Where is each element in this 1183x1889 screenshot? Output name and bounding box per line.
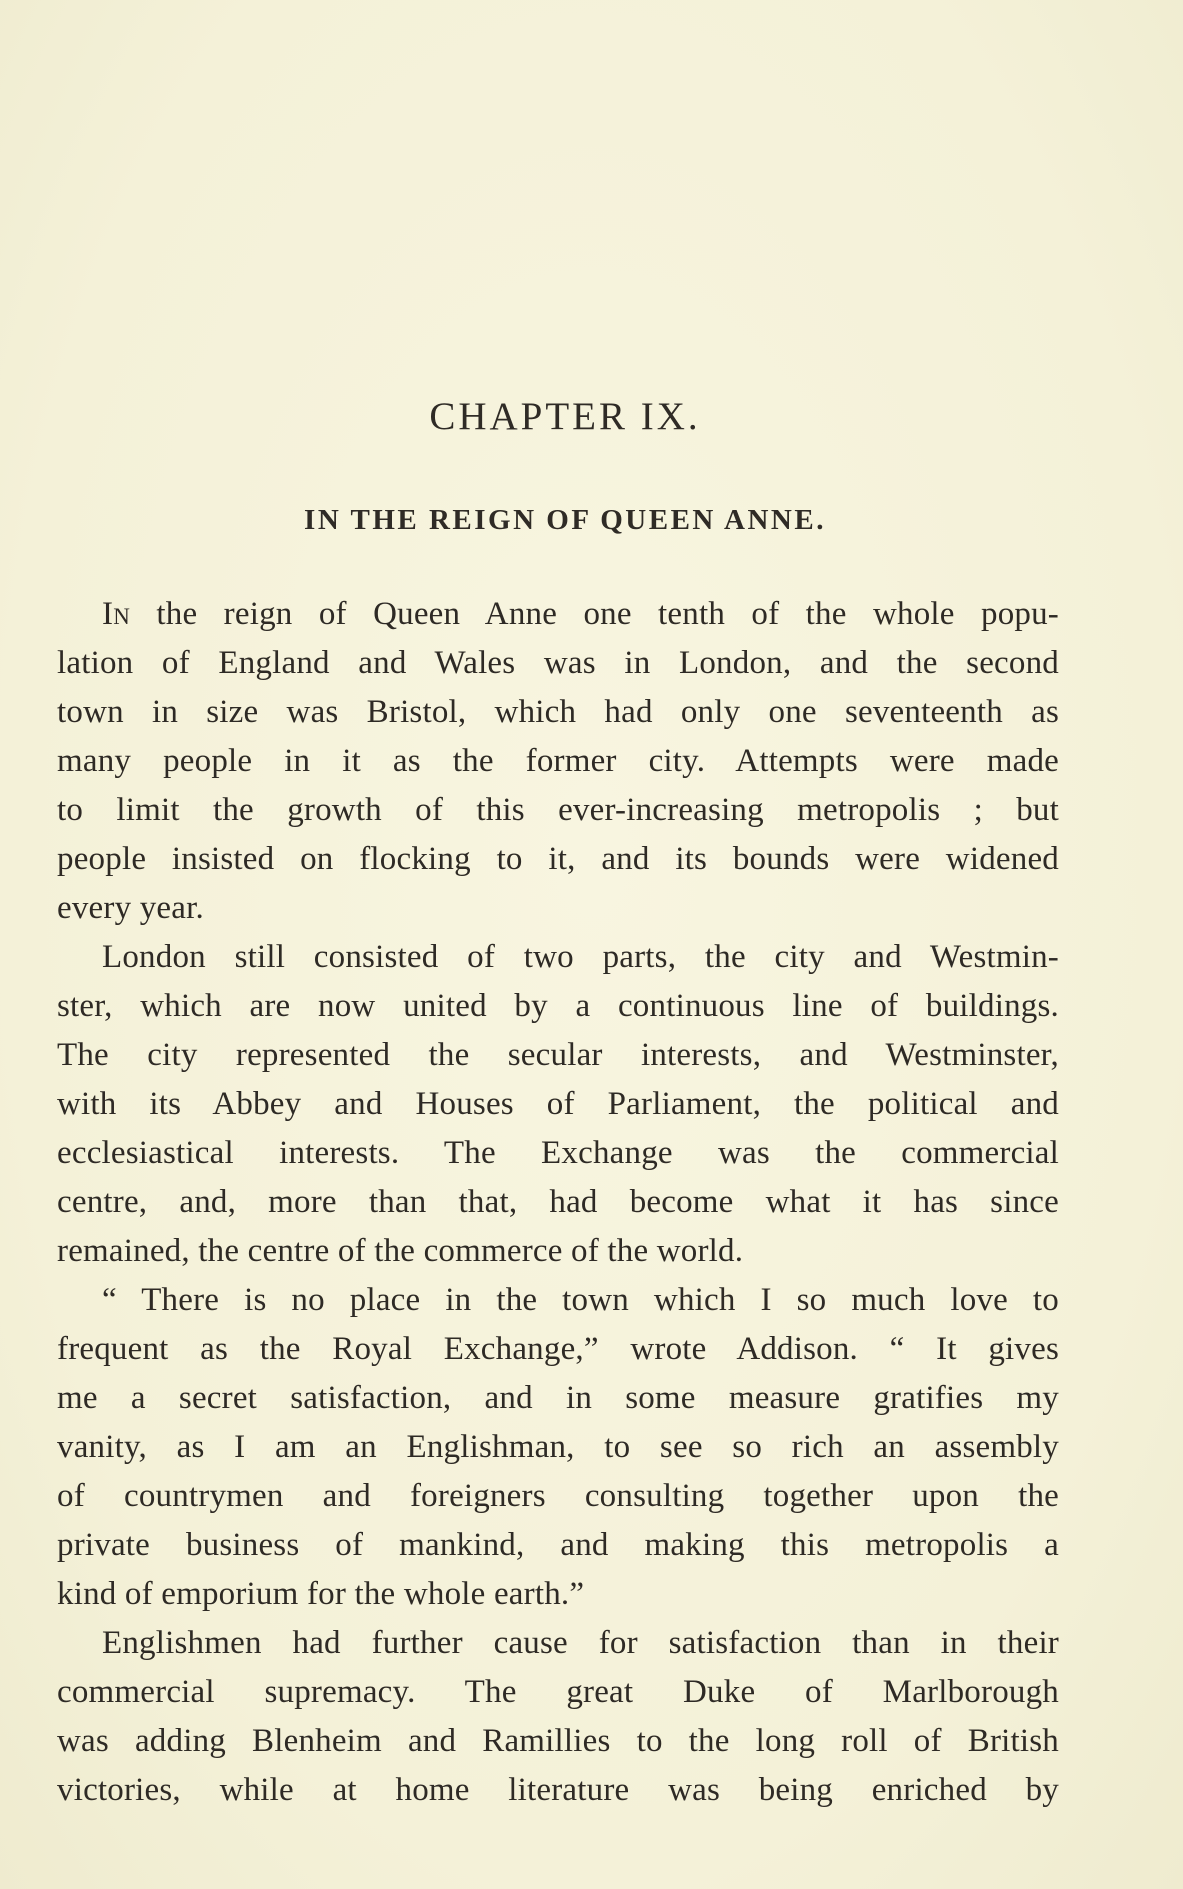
text-line: vanity, as I am an Englishman, to see so rich an assembly <box>57 1429 1059 1465</box>
text-line: kind of emporium for the whole earth.” <box>57 1576 585 1612</box>
text-line: was adding Blenheim and Ramillies to the long roll of British <box>57 1723 1059 1759</box>
text-line: people insisted on flocking to it, and its bounds were widened <box>57 841 1059 877</box>
text-line <box>57 590 1059 639</box>
text-line: every year. <box>57 890 204 926</box>
text-line: of countrymen and foreigners consulting together upon the <box>57 1478 1059 1514</box>
body-text <box>57 590 1059 1815</box>
line-rest: the reign of Queen Anne one tenth of the whole popu- <box>130 596 1059 632</box>
text-line: with its Abbey and Houses of Parliament, the political and <box>57 1086 1059 1122</box>
text-line: to limit the growth of this ever-increasing metropolis ; but <box>57 792 1059 828</box>
text-line: ster, which are now united by a continuous line of buildings. <box>57 988 1059 1024</box>
chapter-title: CHAPTER IX. <box>429 395 701 438</box>
text-line: The city represented the secular interests, and Westminster, <box>57 1037 1059 1073</box>
text-line: town in size was Bristol, which had only one seventeenth as <box>57 694 1059 730</box>
text-line: “ There is no place in the town which I so much love to <box>102 1282 1059 1318</box>
drop-word: In <box>102 596 130 632</box>
chapter-subtitle: IN THE REIGN OF QUEEN ANNE. <box>304 504 826 536</box>
text-line: victories, while at home literature was being enriched by <box>57 1772 1059 1808</box>
text-line: many people in it as the former city. Attempts were made <box>57 743 1059 779</box>
text-line: commercial supremacy. The great Duke of Marlborough <box>57 1674 1059 1710</box>
text-line: lation of England and Wales was in London, and the second <box>57 645 1059 681</box>
text-line: frequent as the Royal Exchange,” wrote Addison. “ It gives <box>57 1331 1059 1367</box>
text-line: ecclesiastical interests. The Exchange was the commercial <box>57 1135 1059 1171</box>
text-line: Englishmen had further cause for satisfaction than in their <box>102 1625 1059 1661</box>
text-line: centre, and, more than that, had become what it has since <box>57 1184 1059 1220</box>
text-line: me a secret satisfaction, and in some measure gratifies my <box>57 1380 1059 1416</box>
text-line: private business of mankind, and making this metropolis a <box>57 1527 1059 1563</box>
text-line: remained, the centre of the commerce of the world. <box>57 1233 744 1269</box>
text-line: London still consisted of two parts, the city and Westmin- <box>102 939 1059 975</box>
